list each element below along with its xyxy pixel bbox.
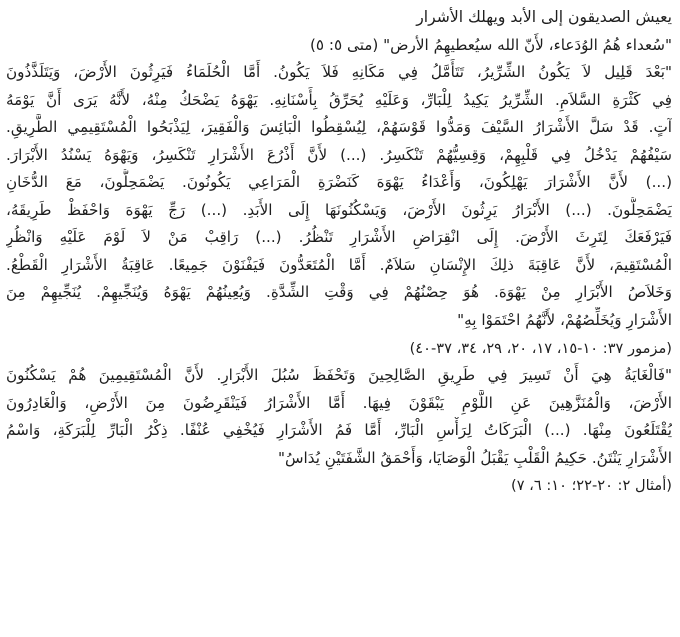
text-line: يَضْمَحِلُّونَ. (...) الأَبْرَارُ يَرِثُونَ الأَرْضَ، وَيَسْكُنُونَهَا إِلَى الأَبَدِ. (...) رَجِّ يَهْوَهَ وَاحْفَظْ طَرِيقَهُ، bbox=[6, 200, 672, 219]
text-line: (...) لأَنَّ الأَشْرَارَ يَهْلِكُونَ، وَأَعْدَاءُ يَهْوَهَ كَنَضْرَةِ الْمَرَاعِي يَكُونُونَ. يَضْمَحِلُّونَ، مَعَ الدُّخَانِ bbox=[6, 173, 672, 192]
text-line: آتٍ. قَدْ سَلَّ الأَشْرَارُ السَّيْفَ وَمَدُّوا قَوْسَهُمْ، لِيُسْقِطُوا الْبَائِسَ وَالْفَقِيرَ، لِيَذْبَحُوا الْمُسْتَقِيمِي الطَّرِيقِ. bbox=[6, 118, 672, 137]
text-line: فَيَرْفَعَكَ لِتَرِثَ الأَرْضَ. إِلَى انْقِرَاضِ الأَشْرَارِ تَنْظُرُ. (...) رَاقِبْ مَنْ لاَ لَوْمَ عَلَيْهِ وَانْظُرِ bbox=[6, 228, 672, 247]
text-line: فِي كَثْرَةِ السَّلاَمِ. الشِّرِّيرُ يَكِيدُ لِلْبَارِّ، وَعَلَيْهِ يُحَرِّقُ بِأَسْنَانِهِ. يَهْوَهُ يَضْحَكُ مِنْهُ، لأَنَّهُ يَرَى أَنَّ يَوْمَهُ bbox=[6, 90, 672, 109]
text-line: الأَشْرَارِ يَنْتَنُ. حَكِيمُ الْقَلْبِ يَقْبَلُ الْوَصَايَا، وَأَحْمَقُ الشَّفَتَيْنِ يُدَاسُ" bbox=[278, 448, 672, 467]
text-line: سَيْفُهُمْ يَدْخُلُ فِي قَلْبِهِمْ، وَقِسِيُّهُمْ تَنْكَسِرُ. (...) لأَنَّ أَذْرُعَ الأَشْرَارِ تَنْكَسِرُ، وَيَهْوَهُ يَسْنُدُ الأَبْرَارَ. bbox=[6, 145, 672, 164]
text-line: وَخَلاَصُ الأَبْرَارِ مِنْ يَهْوَهَ. هُوَ حِصْنُهُمْ فِي وَقْتِ الشِّدَّةِ. وَيُعِينُهُمْ يَهْوَهُ وَيُنَجِّيهِمْ. يُنَجِّيهِمْ مِنَ bbox=[6, 283, 672, 302]
text-line: "فَالْغَايَةُ هِيَ أَنْ تَسِيرَ فِي طَرِيقِ الصَّالِحِينَ وَتَحْفَظَ سُبُلَ الأَبْرَارِ. لأَنَّ الْمُسْتَقِيمِينَ هُمْ يَسْكُنُونَ bbox=[6, 366, 672, 385]
text-line: الأَرْضَ، وَالْمُنَزَّهِينَ عَنِ اللَّوْمِ يَبْقَوْنَ فِيهَا. أَمَّا الأَشْرَارُ فَيَنْقَرِضُونَ مِنَ الأَرْضِ، وَالْغَادِرُونَ bbox=[6, 393, 672, 412]
document-title: يعيش الصديقون إلى الأبد ويهلك الأشرار bbox=[416, 8, 672, 26]
scripture-reference: (أمثال ٢: ٢٠-٢٢؛ ١٠: ٦، ٧) bbox=[510, 477, 672, 495]
scripture-reference: (مزمور ٣٧: ١٠-١٥، ١٧، ٢٠، ٢٩، ٣٤، ٣٧-٤٠) bbox=[409, 339, 672, 357]
text-line: "بَعْدَ قَلِيل لاَ يَكُونُ الشِّرِّيرُ، تَتَأَمَّلُ فِي مَكَانِهِ فَلاَ يَكُونُ. أَمَّا الْحُلَمَاءُ فَيَرِثُونَ الأَرْضَ، وَيَتَلَذَّذُونَ bbox=[6, 63, 672, 82]
text-line: الْمُسْتَقِيمَ، لأَنَّ عَاقِبَةَ ذلِكَ الإِنْسَانِ سَلاَمٌ. أَمَّا الْمُتَعَدُّونَ فَيَفْنَوْنَ جَمِيعًا. عَاقِبَةُ الأَشْرَارِ الْقَطْعُ. bbox=[6, 255, 672, 274]
text-line: الأَشْرَارِ وَيُخَلِّصُهُمْ، لأَنَّهُمُ احْتَمَوْا بِهِ" bbox=[457, 311, 672, 330]
text-line: "سُعداء هُمُ الوُدَعاء، لأَنّ الله سيُعطيهِمُ الأرض" (متى ٥: ٥) bbox=[309, 35, 672, 54]
text-line: يُقْتَلَعُونَ مِنْهَا. (...) الْبَرَكَاتُ لِرَأْسِ الْبَارِّ، أَمَّا فَمُ الأَشْرَارِ فَيُخْفِي عُنْفًا. ذِكْرُ الْبَارِّ لِلْبَرَكَةِ، وَاسْمُ bbox=[6, 421, 672, 440]
